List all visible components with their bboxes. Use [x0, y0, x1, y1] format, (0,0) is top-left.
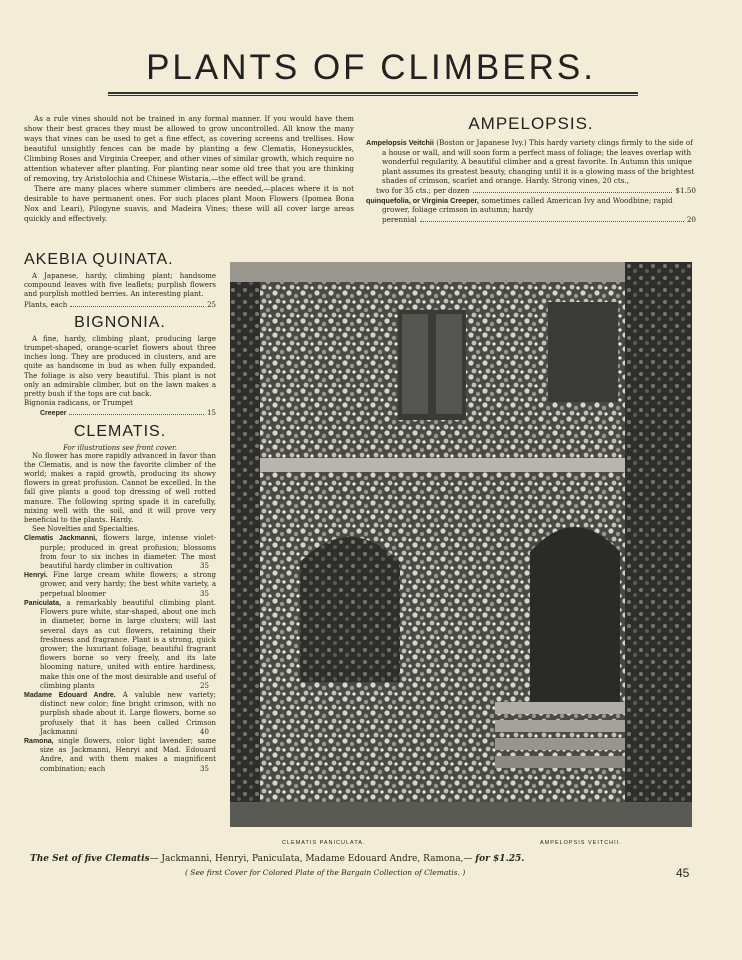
ampelopsis-veitchii-price: $1.50 [675, 185, 696, 195]
caption-clematis: CLEMATIS PANICULATA. [282, 840, 366, 846]
clematis-heading: CLEMATIS. [73, 422, 167, 440]
title-rule-thin [108, 95, 638, 96]
ampelopsis-section [366, 114, 696, 224]
ampelopsis-quinquefolia-price-text: perennial [382, 214, 417, 224]
page-number: 45 [676, 866, 690, 880]
dot-leader [70, 300, 204, 307]
ampelopsis-heading: AMPELOPSIS. [468, 114, 594, 133]
ampelopsis-quinquefolia-text: sometimes called American Ivy and Woodbine; rapid grower, foliage crimson in autumn; hardy [382, 195, 673, 215]
intro-paragraph: As a rule vines should not be trained in any formal manner. If you would have them show their best graces they must be allowed to grow uncontrolled. All know the many ways that vines can be used to get a fine effect, as covering screens and trellises. How beautiful unsightly fences can be made by planting a few Clematis, Honeysuckles, Climbing Roses and Virginia Creeper, and other vines of similar growth, which require no attention whatever after planting. For planting near some old tree that you are thinking of removing, try Aristolochia and Chinese Wistaria,—the effect will be grand. [24, 114, 354, 183]
clematis-item-text: Fine large cream white flowers; a strong grower, and very hardy; the best white variety, a perpetual bloomer [40, 571, 216, 598]
clematis-item-name: Henryi. [24, 572, 48, 580]
bignonia-heading: BIGNONIA. [74, 313, 166, 331]
clematis-item: Clematis Jackmanni, flowers large, intense violet-purple; produced in great profusion; blossoms from four to six inches in diameter. The most beautiful hardy climber in cultivation 35 [24, 534, 216, 571]
clematis-item-name: Paniculata, [24, 599, 61, 607]
intro-text [24, 114, 354, 224]
page-title: PLANTS OF CLIMBERS. [146, 48, 596, 87]
clematis-item-name: Madame Edouard Andre. [24, 691, 116, 699]
house-vines-photo [230, 262, 692, 827]
clematis-item-name: Clematis Jackmanni, [24, 535, 98, 543]
ampelopsis-veitchii-text: (Boston or Japanese Ivy.) This hardy variety clings firmly to the side of a house or wall, and will soon form a perfect mass of foliage; the leaves overlap with wonderful regularity. A beautiful climber and a great favorite. In Autumn this unique plant assumes its greatest beauty, changing until it is a glowing mass of the brightest shades of crimson, scarlet and orange. Hardy. Strong vines, 20 cts., [382, 138, 695, 186]
clematis-see: See Novelties and Specialties. [32, 525, 140, 534]
caption-ampelopsis: AMPELOPSIS VEITCHII. [540, 840, 622, 846]
bignonia-text: A fine, hardy, climbing plant, producing large trumpet-shaped, orange-scarlet flowers about three inches long. They are produced in clusters, and are quite as handsome in bud as when fully expanded. The foliage is also very beautiful. This plant is not only an admirable climber, but on the lawn makes a pretty bush if the tops are cut back. [24, 334, 216, 399]
akebia-text: A Japanese, hardy, climbing plant; handsome compound leaves with five leaflets; purplish flowers and purplish mottled berries. An interesting plant. [24, 272, 216, 299]
bignonia-item-name2: Creeper [40, 410, 67, 418]
title-rule [108, 92, 638, 94]
left-column [24, 247, 216, 774]
intro-paragraph: There are many places where summer climbers are needed,—places where it is not desirable to have permanent ones. For such places plant Moon Flowers (Ipomea Bona Nox and Leari), Pilogyne suavis, and Madeira Vines; these will all cover large areas quickly and effectively. [24, 184, 354, 223]
clematis-item-text: A valuble new variety; distinct new color; fine bright crimson, with no purplish shade about it. Large flowers, borne so profusely that it has been called Crimson Jackmanni [40, 690, 217, 736]
ampelopsis-quinquefolia-price: 20 [686, 214, 696, 224]
ampelopsis-veitchii-name: Ampelopsis Veitchii [366, 138, 434, 147]
clematis-item-text: a remarkably beautiful climbing plant. Flowers pure white, star-shaped, about one inch in diameter, borne in large clusters; will last several days as cut flowers, retaining their freshness and fragrance. Plant is a strong, quick grower; the luxuriant foliage, beautiful fragrant flowers borne so very freely, and its late blooming nature, united with entire hardiness, make this one of the most desirable and useful of climbing plants [40, 598, 216, 690]
akebia-price-line [24, 300, 216, 310]
clematis-text: No flower has more rapidly advanced in favor than the Clematis, and is now the favorite climber of the world; makes a rapid growth, producing its showy flowers in great profusion. Cannot be excelled. In the fall give plants a good top dressing of well rotted manure. The following spring spade it in carefully, mixing well with the soil, and it will prove very beneficial to the plants. Hardy. [24, 451, 216, 525]
clematis-item: Madame Edouard Andre. A valuble new variety; distinct new color; fine bright crimson, with no purplish shade about it. Large flowers, borne so profusely that it has been called Crimson Jackmanni 40 [24, 690, 217, 736]
dot-leader [69, 408, 204, 415]
set-label: The Set of five Clematis [30, 854, 150, 864]
clematis-item: Ramona, single flowers, color light lavender; same size as Jackmanni, Henryi and Mad. Edouard Andre, and with them makes a magnificent combination; each 35 [24, 736, 216, 773]
ampelopsis-quinquefolia-price-line [366, 215, 696, 225]
ampelopsis-veitchii-entry [366, 138, 696, 186]
akebia-heading: AKEBIA QUINATA. [24, 251, 174, 268]
clematis-item: Henryi. Fine large cream white flowers; a strong grower, and very hardy; the best white variety, a perpetual bloomer 35 [24, 571, 216, 598]
set-price: for $1.25. [475, 854, 525, 864]
ampelopsis-veitchii-price-line [366, 186, 696, 196]
cover-note: ( See first Cover for Colored Plate of the Bargain Collection of Clematis. ) [185, 868, 466, 877]
ampelopsis-quinquefolia-name: quinquefolia, or Virginia Creeper, [366, 195, 479, 205]
clematis-item-name: Ramona, [24, 737, 54, 745]
clematis-note: For illustrations see front cover. [63, 443, 177, 452]
dot-leader [420, 215, 684, 222]
set-list: — Jackmanni, Henryi, Paniculata, Madame Edouard Andre, Ramona,— [149, 854, 473, 864]
akebia-price-text: Plants, each [24, 300, 68, 309]
set-offer [30, 854, 710, 864]
bignonia-item-name: Bignonia radicans, or Trumpet [24, 399, 133, 408]
clematis-item-text: single flowers, color light lavender; same size as Jackmanni, Henryi and Mad. Edouard Andre, and with them makes a magnificent combination; each [40, 736, 216, 773]
clematis-item: Paniculata, a remarkably beautiful climbing plant. Flowers pure white, star-shaped, about one inch in diameter, borne in large clusters; will last several days as cut flowers, retaining their freshness and fragrance. Plant is a strong, quick grower; the luxuriant foliage, beautiful fragrant flowers borne so very freely, and its late blooming nature, united with entire hardiness, make this one of the most desirable and useful of climbing plants 25 [24, 598, 216, 690]
bignonia-price: 15 [207, 409, 216, 418]
ampelopsis-quinquefolia-entry [366, 196, 696, 215]
akebia-price: 25 [207, 300, 216, 309]
dot-leader [473, 186, 673, 193]
bignonia-price-line [24, 408, 216, 418]
house-vines-illustration [230, 262, 692, 827]
clematis-item-text: flowers large, intense violet-purple; produced in great profusion; blossoms from four to six inches in diameter. The most beautiful hardy climber in cultivation [40, 534, 216, 571]
ampelopsis-veitchii-price-text: two for 35 cts.; per dozen [376, 185, 470, 195]
